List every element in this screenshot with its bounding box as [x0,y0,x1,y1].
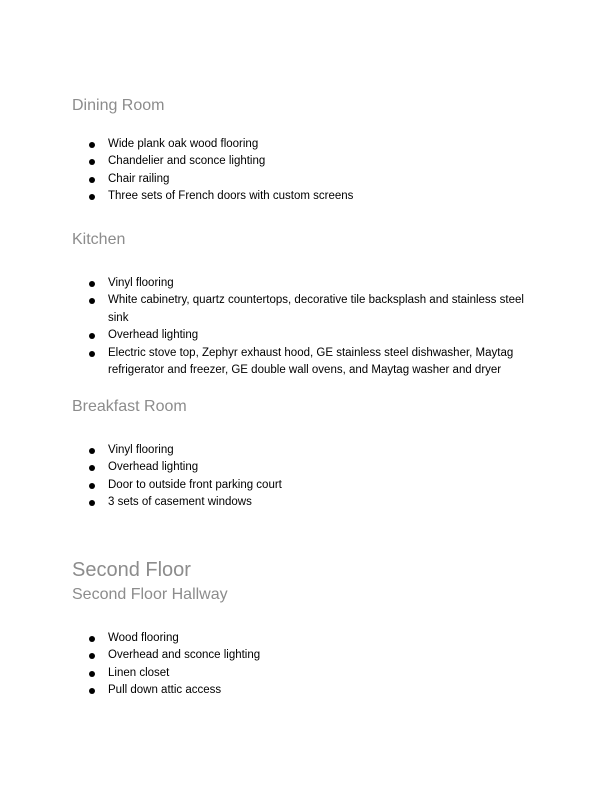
list-item: Overhead and sconce lighting [0,647,612,664]
list-item: Chandelier and sconce lighting [0,153,612,170]
list-item: Overhead lighting [0,327,612,344]
list-item: Wide plank oak wood flooring [0,136,612,153]
list-item: Electric stove top, Zephyr exhaust hood, GE stainless steel dishwasher, Maytag refrigerator and freezer, GE double wall ovens, and Maytag washer and dryer [0,345,612,380]
second-floor-hallway-list [0,630,612,700]
section-heading-dining-room: Dining Room [72,97,165,114]
list-item: Vinyl flooring [0,442,612,459]
list-item: Overhead lighting [0,459,612,476]
list-item: Door to outside front parking court [0,477,612,494]
kitchen-list [0,275,612,379]
list-item: Chair railing [0,171,612,188]
breakfast-room-list [0,442,612,512]
list-item: Wood flooring [0,630,612,647]
section-heading-breakfast-room: Breakfast Room [72,398,187,415]
list-item: Pull down attic access [0,682,612,699]
list-item: White cabinetry, quartz countertops, decorative tile backsplash and stainless steel sink [0,292,612,327]
dining-room-list [0,136,612,206]
list-item: Linen closet [0,665,612,682]
list-item: Vinyl flooring [0,275,612,292]
section-heading-kitchen: Kitchen [72,231,126,248]
list-item: 3 sets of casement windows [0,494,612,511]
list-item: Three sets of French doors with custom screens [0,188,612,205]
floor-heading-second-floor: Second Floor [72,559,191,581]
section-heading-second-floor-hallway: Second Floor Hallway [72,586,228,603]
